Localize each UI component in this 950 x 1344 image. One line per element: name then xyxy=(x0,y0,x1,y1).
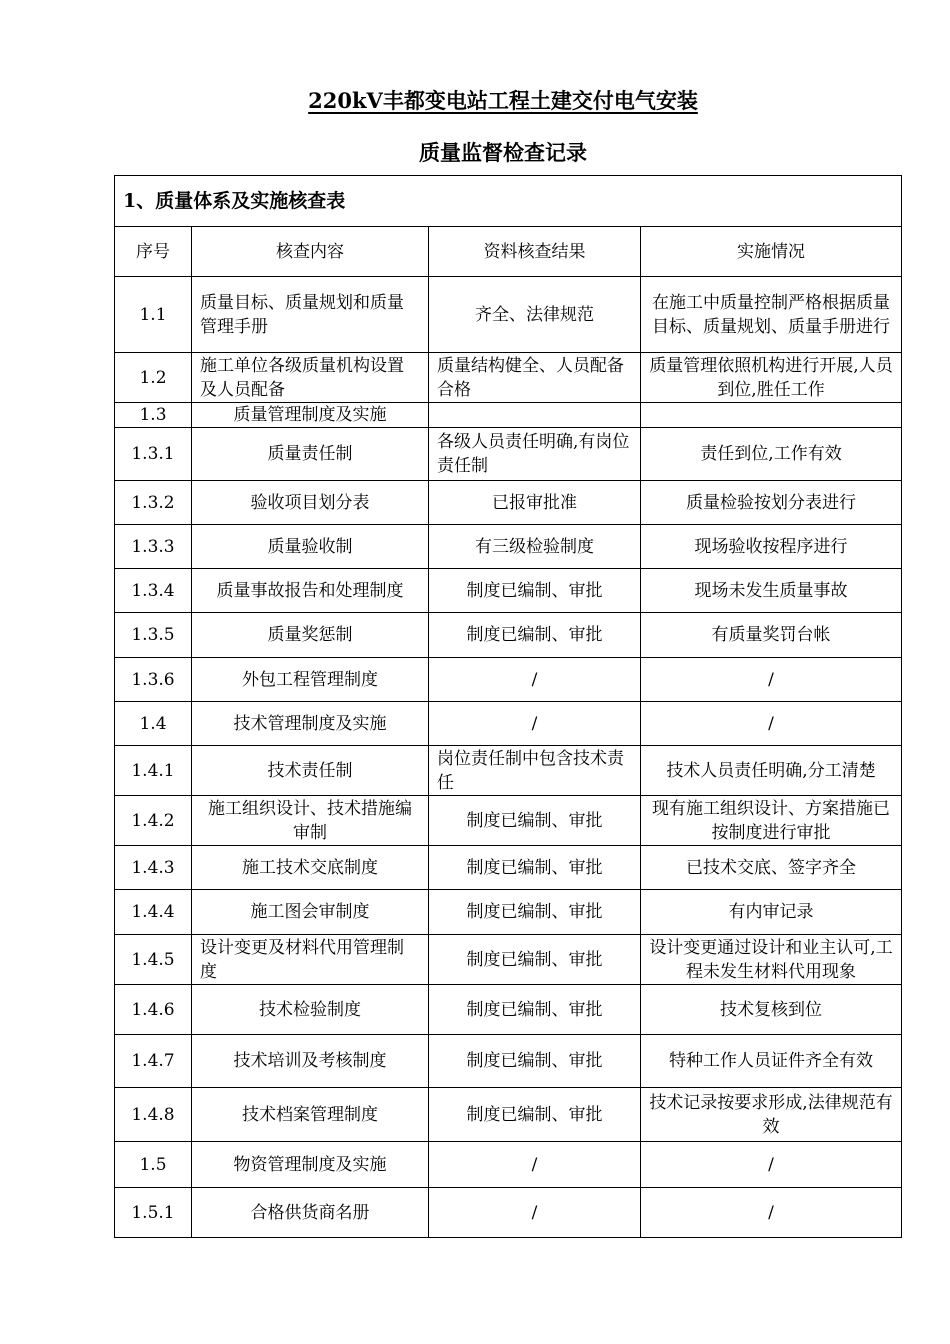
header-cell-no: 序号 xyxy=(115,227,192,277)
table-row xyxy=(115,353,902,403)
cell-no: 1.3.4 xyxy=(115,569,192,613)
cell-content: 技术责任制 xyxy=(192,746,429,796)
cell-result: 制度已编制、审批 xyxy=(429,1035,641,1088)
cell-no: 1.4.1 xyxy=(115,746,192,796)
cell-content: 施工组织设计、技术措施编审制 xyxy=(192,796,429,846)
cell-status: 技术记录按要求形成,法律规范有效 xyxy=(641,1088,902,1142)
cell-no: 1.3.6 xyxy=(115,658,192,702)
table-row xyxy=(115,569,902,613)
cell-status: 有内审记录 xyxy=(641,890,902,935)
cell-status: / xyxy=(641,1188,902,1238)
cell-result: 制度已编制、审批 xyxy=(429,796,641,846)
cell-result: 制度已编制、审批 xyxy=(429,569,641,613)
cell-status: / xyxy=(641,1142,902,1188)
table-row xyxy=(115,658,902,702)
cell-no: 1.3 xyxy=(115,403,192,428)
cell-result: 制度已编制、审批 xyxy=(429,890,641,935)
inspection-table xyxy=(114,175,902,1238)
header-row xyxy=(115,227,902,277)
table-row xyxy=(115,277,902,353)
cell-content: 技术管理制度及实施 xyxy=(192,702,429,746)
cell-result: 已报审批准 xyxy=(429,481,641,525)
cell-no: 1.3.2 xyxy=(115,481,192,525)
cell-status: 质量检验按划分表进行 xyxy=(641,481,902,525)
document-title: 220kV丰都变电站工程土建交付电气安装 xyxy=(308,88,698,113)
cell-status: 技术复核到位 xyxy=(641,985,902,1035)
table-row xyxy=(115,525,902,569)
cell-result: 齐全、法律规范 xyxy=(429,277,641,353)
table-row xyxy=(115,403,902,428)
cell-content: 物资管理制度及实施 xyxy=(192,1142,429,1188)
cell-result: 岗位责任制中包含技术责任 xyxy=(429,746,641,796)
header-cell-content: 核查内容 xyxy=(192,227,429,277)
cell-no: 1.4.3 xyxy=(115,846,192,890)
cell-no: 1.4.7 xyxy=(115,1035,192,1088)
cell-status: 技术人员责任明确,分工清楚 xyxy=(641,746,902,796)
cell-result: 各级人员责任明确,有岗位责任制 xyxy=(429,428,641,481)
cell-result xyxy=(429,403,641,428)
cell-status: 有质量奖罚台帐 xyxy=(641,613,902,658)
header-cell-status: 实施情况 xyxy=(641,227,902,277)
cell-status: 在施工中质量控制严格根据质量目标、质量规划、质量手册进行 xyxy=(641,277,902,353)
table-row xyxy=(115,746,902,796)
cell-no: 1.3.3 xyxy=(115,525,192,569)
section-row xyxy=(115,176,902,227)
cell-result: / xyxy=(429,1188,641,1238)
cell-content: 质量奖惩制 xyxy=(192,613,429,658)
cell-status: 设计变更通过设计和业主认可,工程未发生材料代用现象 xyxy=(641,935,902,985)
cell-no: 1.5.1 xyxy=(115,1188,192,1238)
cell-status: 现有施工组织设计、方案措施已按制度进行审批 xyxy=(641,796,902,846)
cell-result: 制度已编制、审批 xyxy=(429,1088,641,1142)
cell-no: 1.4.8 xyxy=(115,1088,192,1142)
cell-content: 设计变更及材料代用管理制度 xyxy=(192,935,429,985)
cell-result: 制度已编制、审批 xyxy=(429,985,641,1035)
cell-content: 外包工程管理制度 xyxy=(192,658,429,702)
table-row xyxy=(115,985,902,1035)
cell-status: 质量管理依照机构进行开展,人员到位,胜任工作 xyxy=(641,353,902,403)
cell-no: 1.4 xyxy=(115,702,192,746)
table-row xyxy=(115,702,902,746)
cell-result: / xyxy=(429,702,641,746)
document-subtitle: 质量监督检查记录 xyxy=(419,140,587,165)
cell-result: 有三级检验制度 xyxy=(429,525,641,569)
section-heading: 1、质量体系及实施核查表 xyxy=(115,176,902,227)
cell-no: 1.4.2 xyxy=(115,796,192,846)
cell-status: 责任到位,工作有效 xyxy=(641,428,902,481)
cell-no: 1.4.6 xyxy=(115,985,192,1035)
cell-content: 技术档案管理制度 xyxy=(192,1088,429,1142)
cell-content: 质量验收制 xyxy=(192,525,429,569)
cell-status: 现场验收按程序进行 xyxy=(641,525,902,569)
cell-status: / xyxy=(641,702,902,746)
cell-content: 施工单位各级质量机构设置及人员配备 xyxy=(192,353,429,403)
table-row xyxy=(115,428,902,481)
cell-no: 1.5 xyxy=(115,1142,192,1188)
cell-no: 1.3.5 xyxy=(115,613,192,658)
table-row xyxy=(115,1035,902,1088)
cell-content: 质量责任制 xyxy=(192,428,429,481)
table-row xyxy=(115,890,902,935)
cell-content: 质量管理制度及实施 xyxy=(192,403,429,428)
cell-no: 1.4.5 xyxy=(115,935,192,985)
cell-status: 现场未发生质量事故 xyxy=(641,569,902,613)
cell-result: 制度已编制、审批 xyxy=(429,935,641,985)
cell-no: 1.3.1 xyxy=(115,428,192,481)
cell-status: 特种工作人员证件齐全有效 xyxy=(641,1035,902,1088)
cell-no: 1.4.4 xyxy=(115,890,192,935)
table-row xyxy=(115,1188,902,1238)
cell-content: 施工技术交底制度 xyxy=(192,846,429,890)
cell-no: 1.1 xyxy=(115,277,192,353)
table-row xyxy=(115,481,902,525)
cell-result: 质量结构健全、人员配备合格 xyxy=(429,353,641,403)
cell-content: 施工图会审制度 xyxy=(192,890,429,935)
table-row xyxy=(115,935,902,985)
cell-result: 制度已编制、审批 xyxy=(429,846,641,890)
cell-no: 1.2 xyxy=(115,353,192,403)
table-row xyxy=(115,846,902,890)
table-row xyxy=(115,1142,902,1188)
header-cell-result: 资料核查结果 xyxy=(429,227,641,277)
table-row xyxy=(115,1088,902,1142)
cell-status xyxy=(641,403,902,428)
cell-content: 质量目标、质量规划和质量管理手册 xyxy=(192,277,429,353)
cell-status: 已技术交底、签字齐全 xyxy=(641,846,902,890)
cell-content: 合格供货商名册 xyxy=(192,1188,429,1238)
cell-content: 技术检验制度 xyxy=(192,985,429,1035)
cell-result: 制度已编制、审批 xyxy=(429,613,641,658)
cell-content: 技术培训及考核制度 xyxy=(192,1035,429,1088)
cell-content: 质量事故报告和处理制度 xyxy=(192,569,429,613)
cell-result: / xyxy=(429,1142,641,1188)
cell-content: 验收项目划分表 xyxy=(192,481,429,525)
table-row xyxy=(115,613,902,658)
table-row xyxy=(115,796,902,846)
cell-result: / xyxy=(429,658,641,702)
cell-status: / xyxy=(641,658,902,702)
